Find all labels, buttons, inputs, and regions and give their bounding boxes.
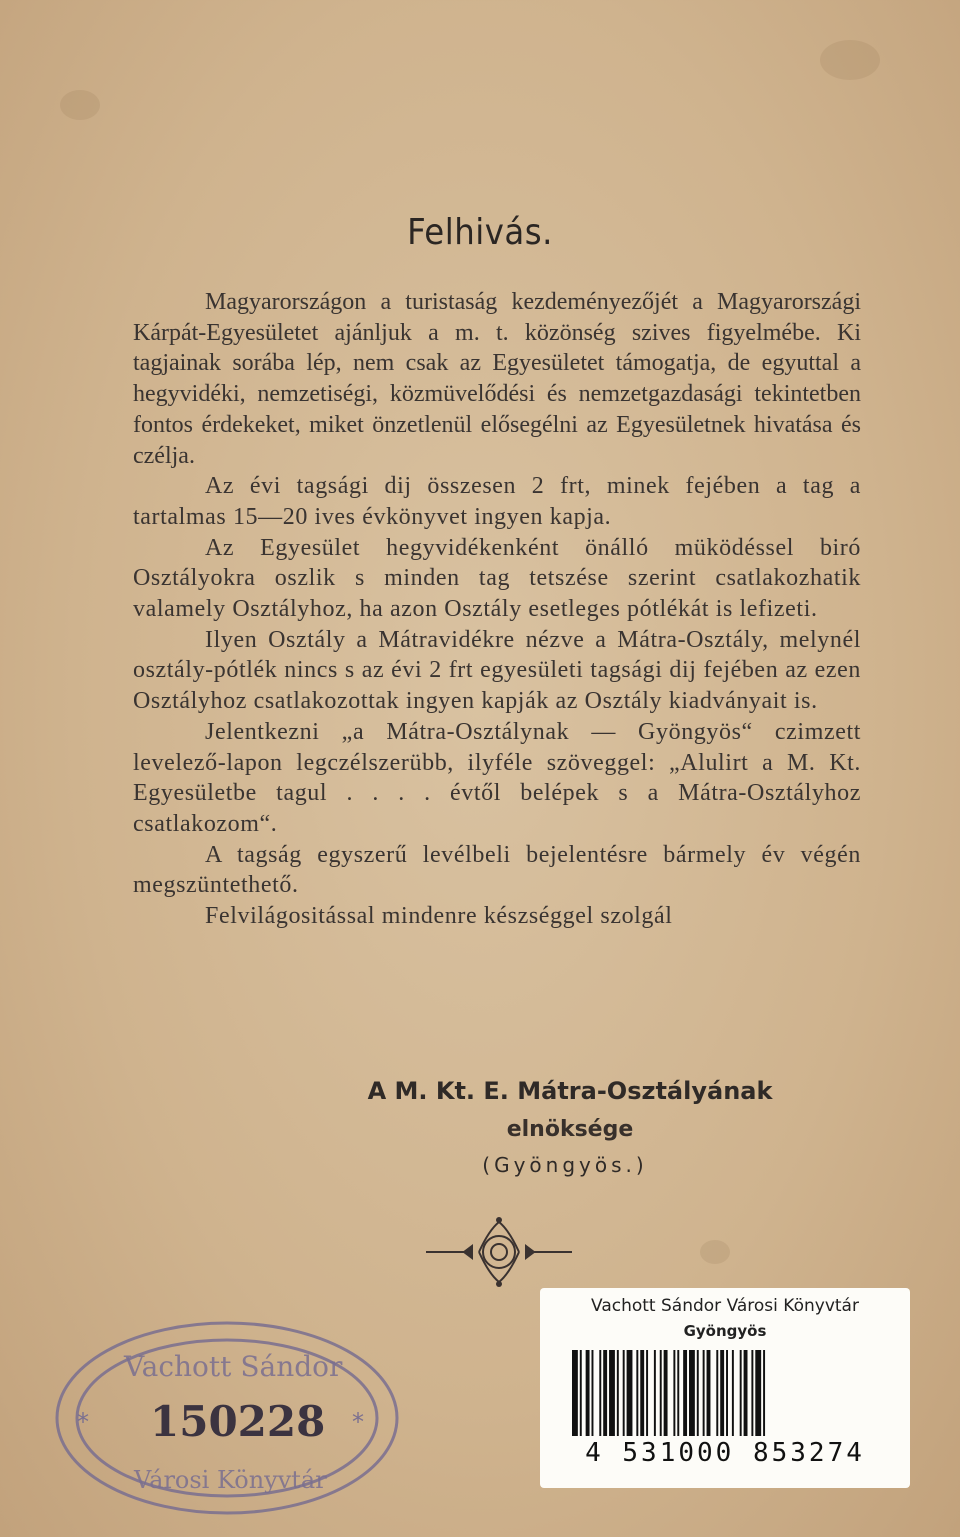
paragraph-7: Felvilágositással mindenre készséggel szolgál xyxy=(205,903,673,930)
barcode-bar xyxy=(751,1350,753,1436)
signature-place: (Gyöngyös.) xyxy=(482,1153,648,1177)
barcode-label xyxy=(540,1288,910,1488)
barcode-bar xyxy=(673,1350,675,1436)
barcode-bar xyxy=(720,1350,724,1436)
barcode-bar xyxy=(677,1350,679,1436)
barcode-bar xyxy=(707,1350,711,1436)
barcode-bar xyxy=(683,1350,687,1436)
barcode-bar xyxy=(697,1350,699,1436)
barcode-bar xyxy=(640,1350,644,1436)
paragraph-4: Ilyen Osztály a Mátravidékre nézve a Mátra-Osztály, melynél osztály-pótlék nincs s az évi 2 frt egyesületi tagsági dij fejében az ezen Osztályhoz csatlakozottak ingyen kapják az Osztály kiadványait is. xyxy=(133,626,861,715)
barcode-bar xyxy=(586,1350,590,1436)
barcode-bar xyxy=(703,1350,705,1436)
barcode-bar xyxy=(603,1350,607,1436)
signature-title: elnöksége xyxy=(506,1117,634,1142)
library-name: Vachott Sándor Városi Könyvtár xyxy=(591,1296,859,1316)
paragraph-6: A tagság egyszerű levélbeli bejelentésre bármely év végén megszüntethető. xyxy=(133,841,861,899)
stamp-star-icon: * xyxy=(77,1408,89,1436)
stamp-number: 150228 xyxy=(150,1397,326,1446)
stamp-star-icon: * xyxy=(352,1408,364,1436)
barcode-bar xyxy=(732,1350,734,1436)
barcode-bar xyxy=(599,1350,601,1436)
barcode-bar xyxy=(636,1350,638,1436)
barcode-bar xyxy=(726,1350,728,1436)
paragraph-5: Jelentkezni „a Mátra-Osztálynak — Gyöngyös“ czimzett levelező-lapon legczélszerübb, ilyféle szöveggel: „Alulirt a M. Kt. Egyesületbe tagul . . . . évtől belépek s a Mátra-Osztályhoz csatlakozom“. xyxy=(133,718,861,837)
barcode-bar xyxy=(740,1350,742,1436)
barcode-bar xyxy=(744,1350,748,1436)
barcode-bar xyxy=(627,1350,633,1436)
barcode-number: 4 531000 853274 xyxy=(585,1438,865,1468)
barcode-bar xyxy=(580,1350,582,1436)
barcode-bar xyxy=(755,1350,761,1436)
library-city: Gyöngyös xyxy=(683,1322,767,1340)
ornament-icon xyxy=(424,1212,574,1292)
paper-stain xyxy=(700,1240,730,1264)
barcode-bar xyxy=(592,1350,594,1436)
barcode-bar xyxy=(664,1350,668,1436)
barcode-bar xyxy=(646,1350,648,1436)
body-text xyxy=(133,287,861,932)
paragraph-1: Magyarországon a turistaság kezdeményezőjét a Magyarországi Kárpát-Egyesületet ajánljuk a m. t. közönség szives figyelmébe. Ki tagjainak sorába lép, nem csak az Egyesületet támogatja, de egyuttal a hegyvidéki, nemzetiségi, közmüvelődési és nemzetgazdasági tekintetben fontos érdekeket, miket önzetlenül elősegélni az Egyesületnek hivatása és czélja. xyxy=(133,289,861,469)
paper-stain xyxy=(60,90,100,120)
library-stamp xyxy=(52,1318,402,1518)
barcode-bar xyxy=(617,1350,619,1436)
barcode-bar xyxy=(623,1350,625,1436)
barcode-bar xyxy=(763,1350,765,1436)
barcode xyxy=(568,1350,888,1450)
page-title: Felhivás. xyxy=(407,212,553,253)
barcode-bar xyxy=(609,1350,615,1436)
barcode-bar xyxy=(572,1350,578,1436)
paper-stain xyxy=(820,40,880,80)
paragraph-2: Az évi tagsági dij összesen 2 frt, minek fejében a tag a tartalmas 15—20 ives évkönyvet ingyen kapja. xyxy=(133,473,861,530)
barcode-bar xyxy=(654,1350,656,1436)
stamp-bottom-text: Városi Könyvtár xyxy=(134,1466,327,1494)
barcode-bar xyxy=(660,1350,662,1436)
stamp-top-text: Vachott Sándor xyxy=(124,1350,343,1383)
barcode-bar xyxy=(689,1350,695,1436)
paragraph-3: Az Egyesület hegyvidékenként önálló müködéssel biró Osztályokra oszlik s minden tag tetszése szerint csatlakozhatik valamely Osztályhoz, ha azon Osztály esetleges pótlékát is lefizeti. xyxy=(133,534,861,623)
barcode-bar xyxy=(716,1350,718,1436)
signature-organization: A M. Kt. E. Mátra-Osztályának xyxy=(367,1077,773,1105)
